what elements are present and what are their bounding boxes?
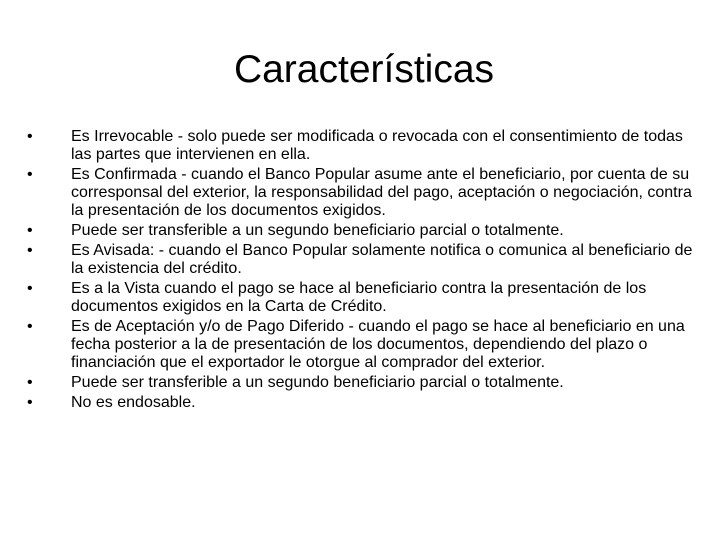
list-item <box>27 222 697 240</box>
bullet-icon: • <box>27 394 33 411</box>
bullet-text: Es Irrevocable - solo puede ser modificada o revocada con el consentimiento de todas las partes que intervienen en ella. <box>71 128 683 163</box>
list-item <box>27 394 697 412</box>
bullet-icon: • <box>27 222 33 239</box>
list-item <box>27 242 697 278</box>
bullet-icon: • <box>27 242 33 259</box>
bullet-icon: • <box>27 166 33 183</box>
slide-title: Características <box>233 48 495 91</box>
bullet-list <box>27 128 697 414</box>
bullet-text: Puede ser transferible a un segundo beneficiario parcial o totalmente. <box>71 222 564 239</box>
bullet-text: Puede ser transferible a un segundo beneficiario parcial o totalmente. <box>71 374 564 391</box>
bullet-icon: • <box>27 374 33 391</box>
list-item <box>27 374 697 392</box>
bullet-icon: • <box>27 280 33 297</box>
bullet-text: Es de Aceptación y/o de Pago Diferido - cuando el pago se hace al beneficiario en una fecha posterior a la de presentación de los documentos, dependiendo del plazo o financiación que el exportador le otorgue al comprador del exterior. <box>71 318 685 371</box>
list-item <box>27 318 697 372</box>
list-item <box>27 280 697 316</box>
list-item <box>27 128 697 164</box>
bullet-text: Es a la Vista cuando el pago se hace al beneficiario contra la presentación de los documentos exigidos en la Carta de Crédito. <box>71 280 647 315</box>
bullet-icon: • <box>27 128 33 145</box>
bullet-text: No es endosable. <box>71 394 196 411</box>
bullet-text: Es Confirmada - cuando el Banco Popular asume ante el beneficiario, por cuenta de su corresponsal del exterior, la responsabilidad del pago, aceptación o negociación, contra la presentación de los documentos exigidos. <box>71 166 692 219</box>
list-item <box>27 166 697 220</box>
bullet-icon: • <box>27 318 33 335</box>
bullet-text: Es Avisada: - cuando el Banco Popular solamente notifica o comunica al beneficiario de la existencia del crédito. <box>71 242 693 277</box>
